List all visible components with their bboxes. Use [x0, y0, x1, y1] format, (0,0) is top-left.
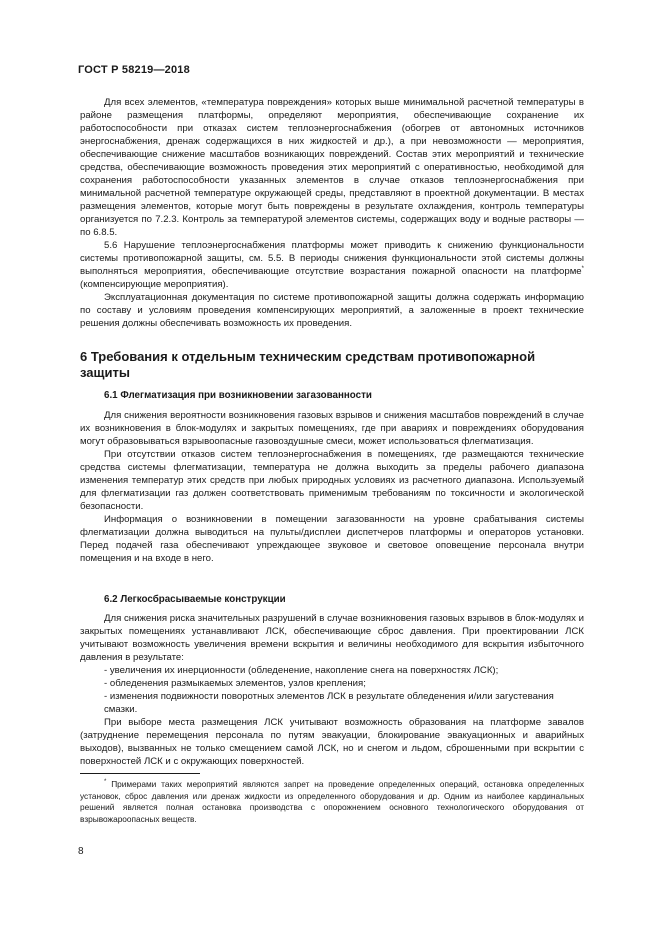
footnote: [80, 779, 584, 825]
list-item: - обледенения размыкаемых элементов, узлов крепления;: [80, 677, 584, 690]
paragraph: При выборе места размещения ЛСК учитывают возможность образования на платформе завалов (затруднение перемещения персонала по путям эвакуации, блокирование эвакуационных и аварийных выходов), вызванных не только смещением самой ЛСК, но и снегом и льдом, сброшенными при вскрытии с поверхностей ЛСК и с окружающих поверхностей.: [80, 717, 584, 767]
paragraph: Для всех элементов, «температура повреждения» которых выше минимальной расчетной температуры в районе размещения платформы, определяют мероприятия, обеспечивающие сохранение их работоспособности при отказах систем теплоэнергоснабжения (обогрев от автономных источников энергоснабжения, дренаж содержащихся в них жидкостей и др.), а при невозможности — мероприятия, обеспечивающие снижение масштабов возникающих повреждений. Состав этих мероприятий и технические средства, обеспечивающие возможность проведения этих мероприятий с оперативностью, необходимой для сохранения работоспособности указанных элементов в случае отказов теплоэнергоснабжения при минимальной расчетной температуре окружающей среды, представляют в проектной документации. В местах размещения элементов, которые могут быть повреждены в результате охлаждения, контроль температуры организуется по 7.2.3. Контроль за температурой элементов системы, содержащих воду и водные растворы — по 6.8.5.: [80, 97, 584, 238]
paragraph-text: (компенсирующие мероприятия).: [80, 279, 229, 290]
footnote-divider: [80, 773, 200, 774]
subsection-6-1-body: [80, 409, 584, 565]
list-item: - увеличения их инерционности (обледенение, накопление снега на поверхностях ЛСК);: [80, 664, 584, 677]
page-number: 8: [78, 846, 84, 857]
paragraph: Эксплуатационная документация по системе противопожарной защиты должна содержать информацию по составу и условиям проведения компенсирующих мероприятий, а заложенные в проект технические решения должны обеспечивать возможность их проведения.: [80, 292, 584, 329]
paragraph: При отсутствии отказов систем теплоэнергоснабжения в помещениях, где размещаются технические средства системы флегматизации, температура не должна выходить за пределы рабочего диапазона изменения температур этих средств при любых природных условиях из расчетного диапазона. Используемый для флегматизации газ должен соответствовать применимым требованиям по токсичности и экологической безопасности.: [80, 449, 584, 512]
footnote-marker[interactable]: *: [581, 265, 584, 272]
subsection-6-2-heading: 6.2 Легкосбрасываемые конструкции: [104, 594, 286, 605]
subsection-6-2-body: [80, 612, 584, 768]
paragraph: Для снижения вероятности возникновения газовых взрывов и снижения масштабов повреждений в случае их возникновения в блок-модулях и закрытых помещениях, где при авариях и повреждениях оборудования могут образовываться взрывоопасные газовоздушные смеси, может использоваться флегматизация.: [80, 410, 584, 447]
footnote-text: Примерами таких мероприятий являются запрет на проведение определенных операций, остановка определенных установок, сброс давления или дренаж жидкости из определенного оборудования и др. Одним из наиболее кардинальных решений является полная остановка производства с опорожнением основного технологического оборудования от взрывожароопасных веществ.: [80, 779, 584, 824]
dash-list: [80, 664, 584, 716]
paragraph-text: 5.6 Нарушение теплоэнергоснабжения платформы может приводить к снижению функциональности системы противопожарной защиты, см. 5.5. В периоды снижения функциональности этой системы должны выполняться мероприятия, обеспечивающие отсутствие возрастания пожарной опасности на платформе: [80, 240, 584, 277]
list-item: - изменения подвижности поворотных элементов ЛСК в результате обледенения и/или загустевания смазки.: [80, 690, 584, 716]
subsection-6-1-heading: 6.1 Флегматизация при возникновении загазованности: [104, 390, 372, 401]
paragraph: Информация о возникновении в помещении загазованности на уровне срабатывания системы флегматизации должна выводиться на пульты/дисплеи диспетчеров платформы и операторов установки. Перед подачей газа обеспечивают упреждающее звуковое и световое оповещение персонала внутри помещения и на входе в него.: [80, 514, 584, 564]
section5-continuation: [80, 96, 584, 330]
footnote-marker: *: [104, 779, 107, 786]
document-code-header: ГОСТ Р 58219—2018: [78, 64, 190, 76]
section-6-heading: 6 Требования к отдельным техническим средствам противопожарной защиты: [80, 349, 536, 380]
clause-5-6: [80, 239, 584, 291]
paragraph: Для снижения риска значительных разрушений в случае возникновения газовых взрывов в блок-модулях и закрытых помещениях устанавливают ЛСК, обеспечивающие сброс давления. При проектировании ЛСК учитывают возможность увеличения времени вскрытия и величины необходимого для вскрытия избыточного давления в результате:: [80, 613, 584, 663]
